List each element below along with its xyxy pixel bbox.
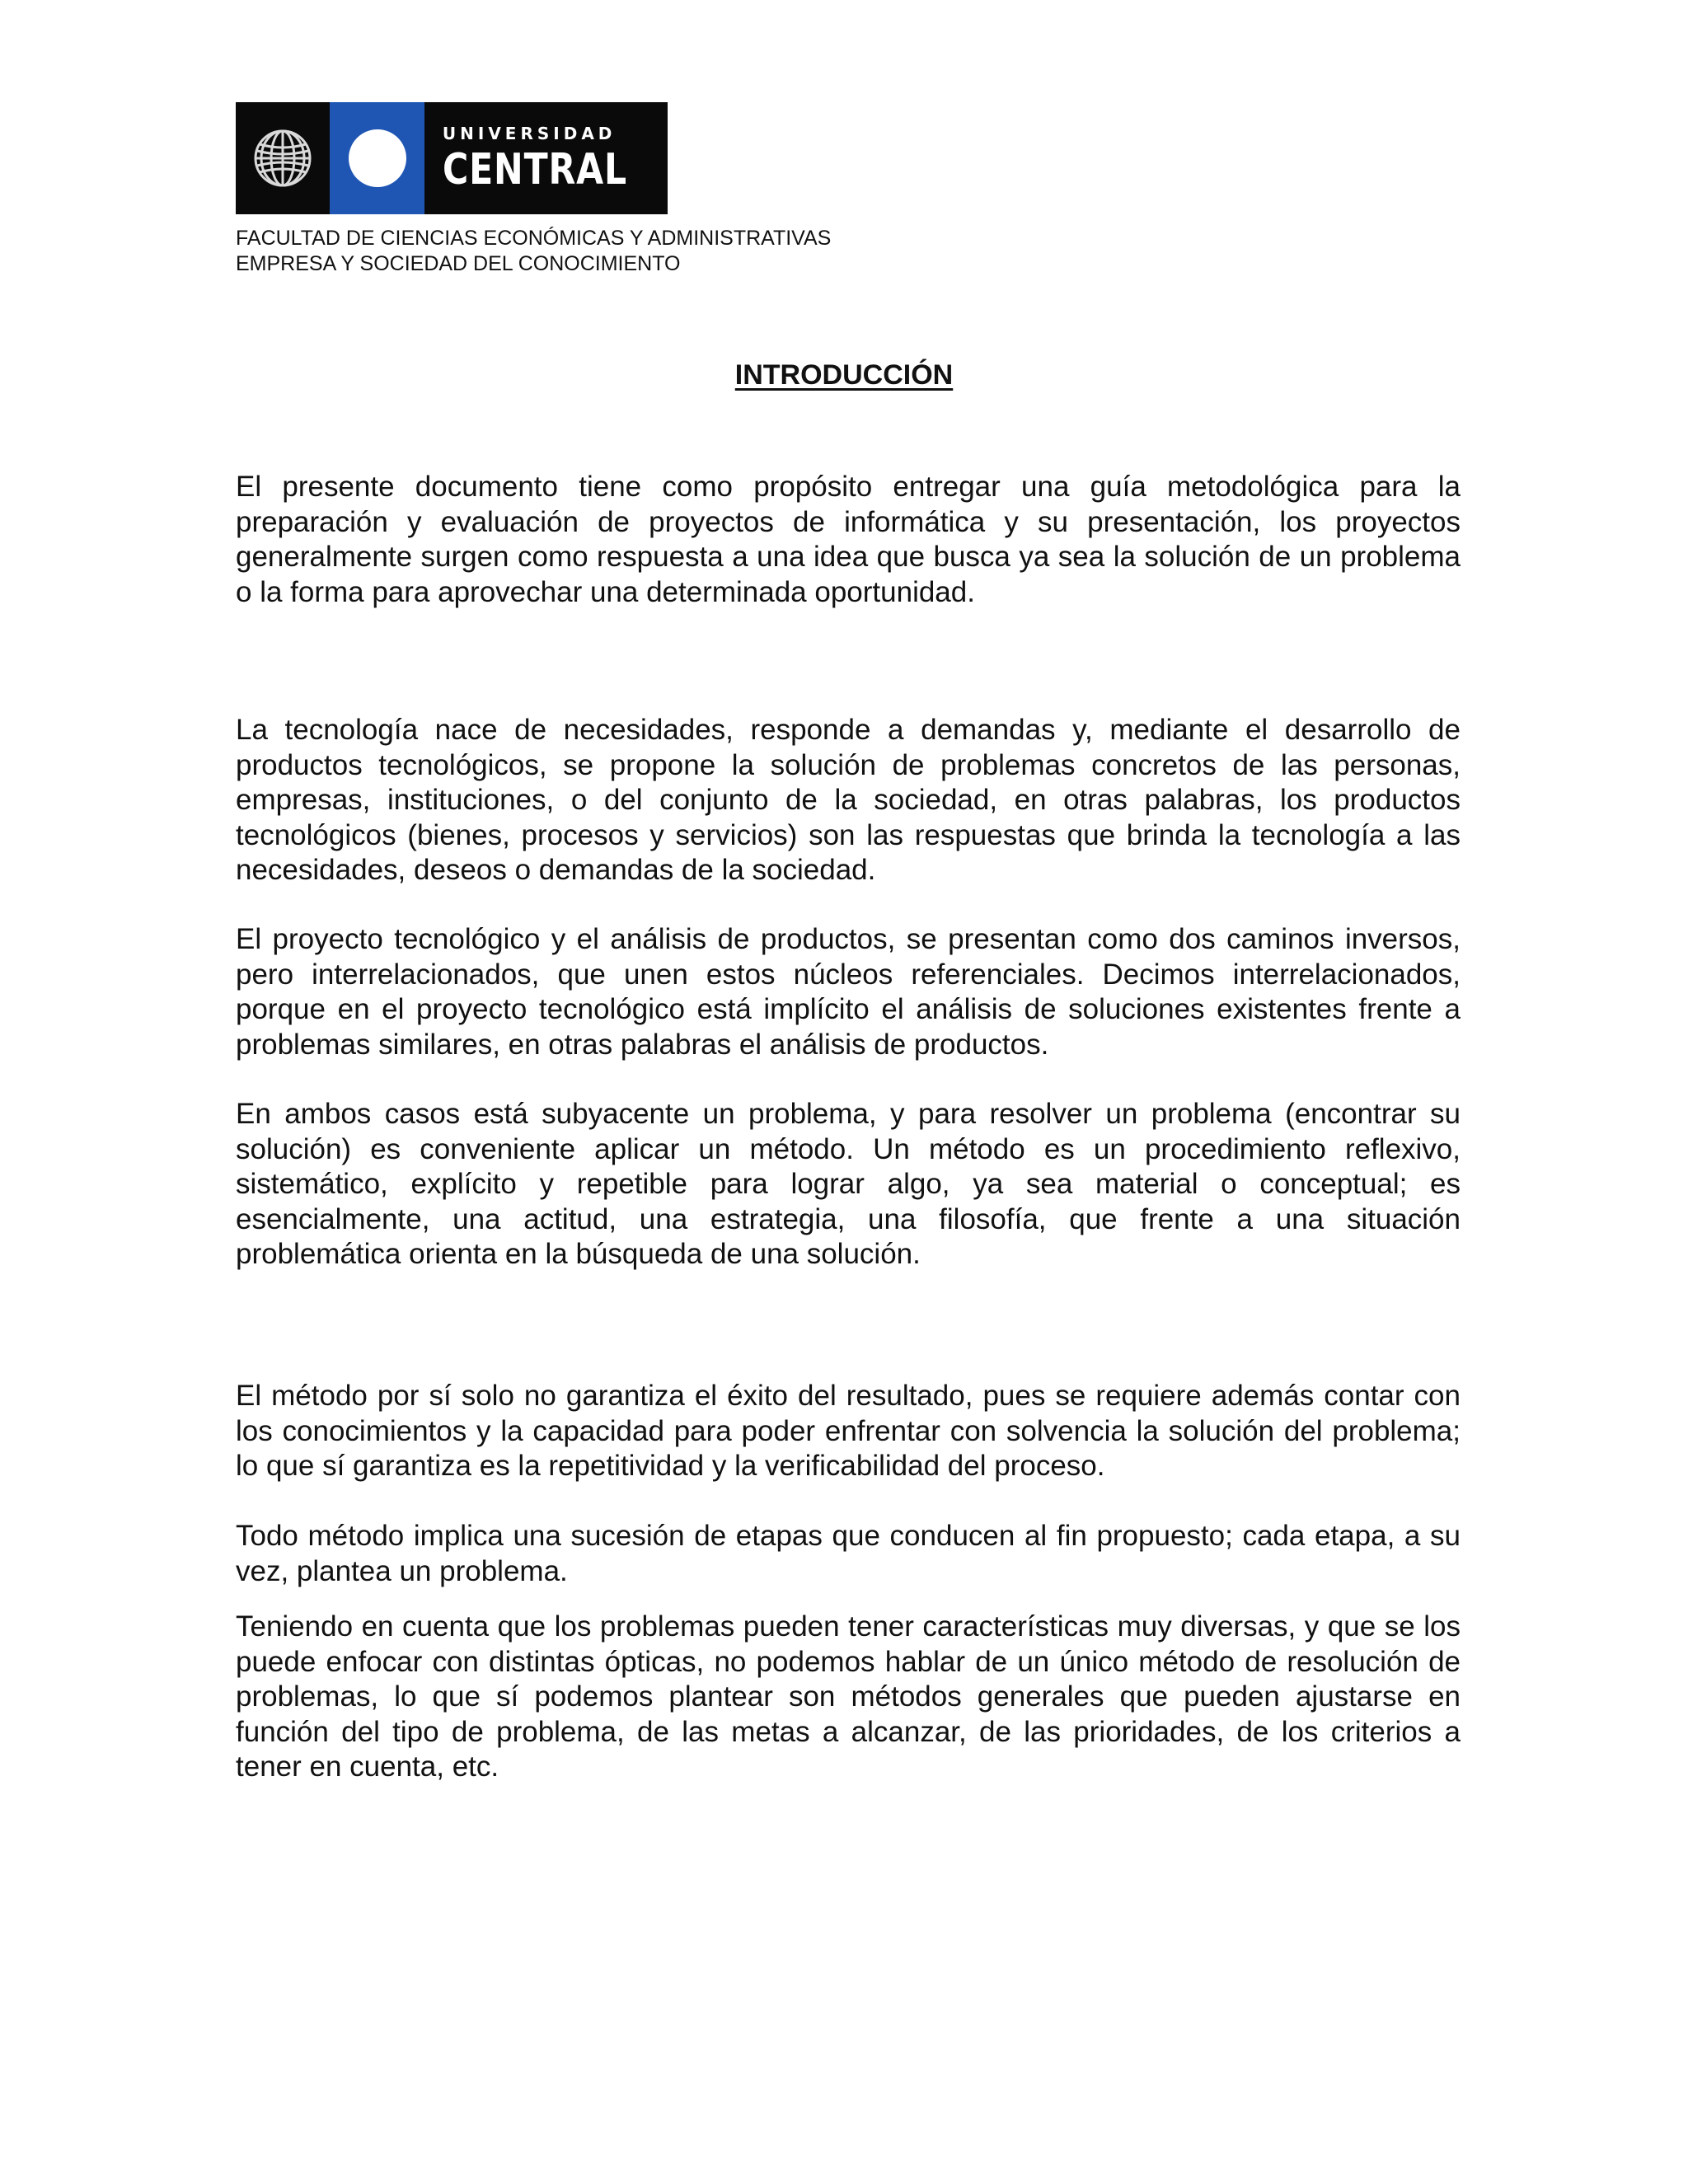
paragraph-2: La tecnología nace de necesidades, responde a demandas y, mediante el desarrollo de productos tecnológicos, se propone la solución de problemas concretos de las personas, empresas, instituciones, o del conjunto de la sociedad, en otras palabras, los productos tecnológicos (bienes, procesos y servicios) son las respuestas que brinda la tecnología a las necesidades, deseos o demandas de la sociedad. — [236, 714, 1461, 886]
paragraph-1: El presente documento tiene como propósito entregar una guía metodológica para la preparación y evaluación de proyectos de informática y su presentación, los proyectos generalmente surgen como respuesta a una idea que busca ya sea la solución de un problema o la forma para aprovechar una determinada oportunidad. — [236, 471, 1461, 608]
faculty-name: FACULTAD DE CIENCIAS ECONÓMICAS Y ADMINISTRATIVAS — [236, 227, 832, 250]
paragraph-6: Todo método implica una sucesión de etapas que conducen al fin propuesto; cada etapa, a su vez, plantea un problema. — [236, 1520, 1461, 1587]
document-header — [236, 226, 831, 277]
logo-line-universidad: UNIVERSIDAD — [442, 124, 617, 143]
paragraph-5: El método por sí solo no garantiza el éxito del resultado, pues se requiere además contar con los conocimientos y la capacidad para poder enfrentar con solvencia la solución del problema; lo que sí garantiza es la repetitividad y la verificabilidad del proceso. — [236, 1380, 1461, 1482]
logo-line-central: CENTRAL — [442, 145, 627, 194]
page-title: INTRODUCCIÓN — [734, 359, 954, 391]
globe-icon — [236, 102, 330, 214]
university-logo — [236, 102, 668, 214]
logo-blue-block — [330, 102, 424, 214]
paragraph-7: Teniendo en cuenta que los problemas pueden tener características muy diversas, y que se los puede enfocar con distintas ópticas, no podemos hablar de un único método de resolución de problemas, lo que sí podemos plantear son métodos generales que pueden ajustarse en función del tipo de problema, de las metas a alcanzar, de las prioridades, de los criterios a tener en cuenta, etc. — [236, 1610, 1461, 1783]
course-name: EMPRESA Y SOCIEDAD DEL CONOCIMIENTO — [236, 252, 681, 275]
paragraph-3: El proyecto tecnológico y el análisis de productos, se presentan como dos caminos inversos, pero interrelacionados, que unen estos núcleos referenciales. Decimos interrelacionados, porque en el proyecto tecnológico está implícito el análisis de soluciones existentes frente a problemas similares, en otras palabras el análisis de productos. — [236, 923, 1461, 1061]
logo-wordmark — [424, 102, 668, 214]
paragraph-4: En ambos casos está subyacente un problema, y para resolver un problema (encontrar su solución) es conveniente aplicar un método. Un método es un procedimiento reflexivo, sistemático, explícito y repetible para lograr algo, ya sea material o conceptual; es esencialmente, una actitud, una estrategia, una filosofía, que frente a una situación problemática orienta en la búsqueda de una solución. — [236, 1098, 1461, 1270]
logo-circle — [349, 129, 406, 187]
